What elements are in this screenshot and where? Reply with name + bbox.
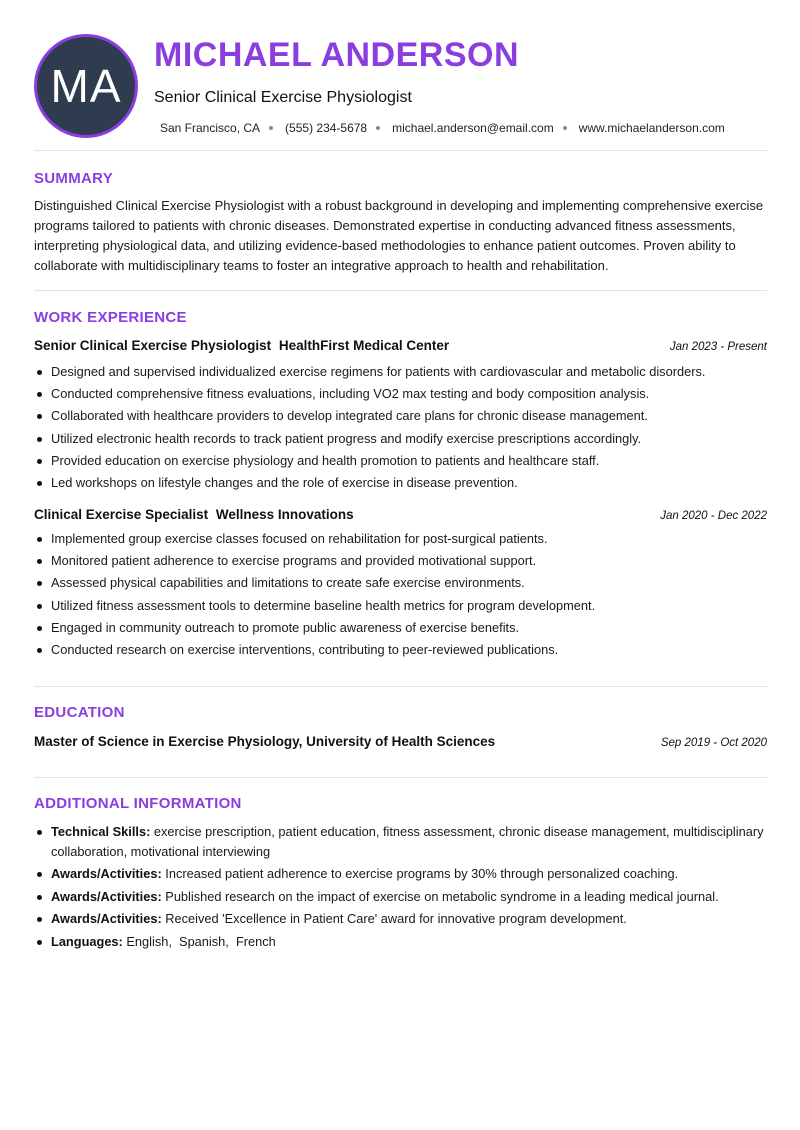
job-header [34, 338, 767, 353]
item-text: Increased patient adherence to exercise programs by 30% through personalized coaching. [165, 866, 679, 881]
list-item: Conducted research on exercise interventions, contributing to peer-reviewed publications. [34, 639, 767, 661]
list-item: Collaborated with healthcare providers to develop integrated care plans for chronic disease management. [34, 405, 767, 427]
job-header [34, 507, 767, 522]
separator-dot-icon [269, 126, 273, 130]
item-text: English, Spanish, French [126, 933, 276, 949]
item-text: Published research on the impact of exercise on metabolic syndrome in a leading medical journal. [165, 888, 719, 904]
summary-heading: SUMMARY [34, 170, 114, 187]
list-item: Led workshops on lifestyle changes and the role of exercise in disease prevention. [34, 472, 767, 494]
item-label: Awards/Activities: [51, 888, 162, 904]
education-degree: Master of Science in Exercise Physiology, University of Health Sciences [34, 734, 496, 749]
education-dates: Sep 2019 - Oct 2020 [660, 737, 767, 749]
candidate-title: Senior Clinical Exercise Physiologist [154, 89, 412, 106]
contact-email[interactable]: michael.anderson@email.com [392, 121, 554, 135]
experience-heading: WORK EXPERIENCE [34, 309, 187, 326]
separator-dot-icon [563, 126, 567, 130]
separator-dot-icon [376, 126, 380, 130]
job-dates: Jan 2020 - Dec 2022 [660, 510, 767, 522]
item-label: Technical Skills: [51, 824, 151, 839]
section-divider [34, 150, 767, 151]
job-role: Senior Clinical Exercise Physiologist [34, 338, 272, 353]
list-item: Assessed physical capabilities and limitations to create safe exercise environments. [34, 572, 767, 594]
item-label: Awards/Activities: [51, 911, 162, 926]
section-divider [34, 777, 767, 778]
job-company: HealthFirst Medical Center [278, 338, 450, 353]
list-item [34, 887, 767, 907]
job-role-company [34, 338, 449, 353]
list-item: Conducted comprehensive fitness evaluations, including VO2 max testing and body composition analysis. [34, 383, 767, 405]
additional-heading: ADDITIONAL INFORMATION [34, 795, 242, 812]
item-label: Languages: [51, 933, 123, 949]
item-label: Awards/Activities: [51, 866, 162, 881]
contact-location: San Francisco, CA [160, 121, 261, 135]
avatar [34, 34, 138, 138]
summary-text: Distinguished Clinical Exercise Physiologist with a robust background in developing and implementing comprehensive exercise programs tailored to patients with chronic diseases. Demonstrated expertise in conducting advanced fitness assessments, interpreting physiological data, and utilizing evidence-based methodologies to enhance patient outcomes. Proven ability to collaborate with multidisciplinary teams to foster an integrative approach to health and rehabilitation. [34, 198, 764, 273]
avatar-initials: MA [50, 60, 122, 112]
section-divider [34, 686, 767, 687]
list-item: Designed and supervised individualized exercise regimens for patients with cardiovascular and metabolic disorders. [34, 361, 767, 383]
job-dates: Jan 2023 - Present [669, 341, 767, 353]
list-item: Utilized fitness assessment tools to determine baseline health metrics for program development. [34, 595, 767, 617]
item-text: exercise prescription, patient education, fitness assessment, chronic disease management, multidisciplinary collaboration, motivational interviewing [51, 824, 764, 859]
list-item [34, 822, 767, 861]
list-item: Implemented group exercise classes focused on rehabilitation for post-surgical patients. [34, 528, 767, 550]
list-item: Utilized electronic health records to track patient progress and modify exercise prescriptions accordingly. [34, 428, 767, 450]
education-entry [34, 734, 767, 749]
list-item: Monitored patient adherence to exercise programs and provided motivational support. [34, 550, 767, 572]
job-role: Clinical Exercise Specialist [34, 507, 209, 522]
job-bullets [34, 528, 767, 661]
education-heading: EDUCATION [34, 704, 125, 721]
candidate-name: MICHAEL ANDERSON [154, 36, 520, 74]
section-divider [34, 290, 767, 291]
list-item [34, 932, 767, 952]
contact-phone[interactable]: (555) 234-5678 [285, 121, 368, 135]
contact-line [160, 121, 725, 135]
job-role-company [34, 507, 354, 522]
job-bullets [34, 361, 767, 494]
additional-list [34, 822, 767, 954]
list-item [34, 909, 767, 929]
list-item: Provided education on exercise physiology and health promotion to patients and healthcare staff. [34, 450, 767, 472]
item-text: Received 'Excellence in Patient Care' award for innovative program development. [165, 911, 627, 926]
contact-website[interactable]: www.michaelanderson.com [578, 121, 725, 135]
list-item [34, 864, 767, 884]
list-item: Engaged in community outreach to promote public awareness of exercise benefits. [34, 617, 767, 639]
job-company: Wellness Innovations [215, 507, 354, 522]
